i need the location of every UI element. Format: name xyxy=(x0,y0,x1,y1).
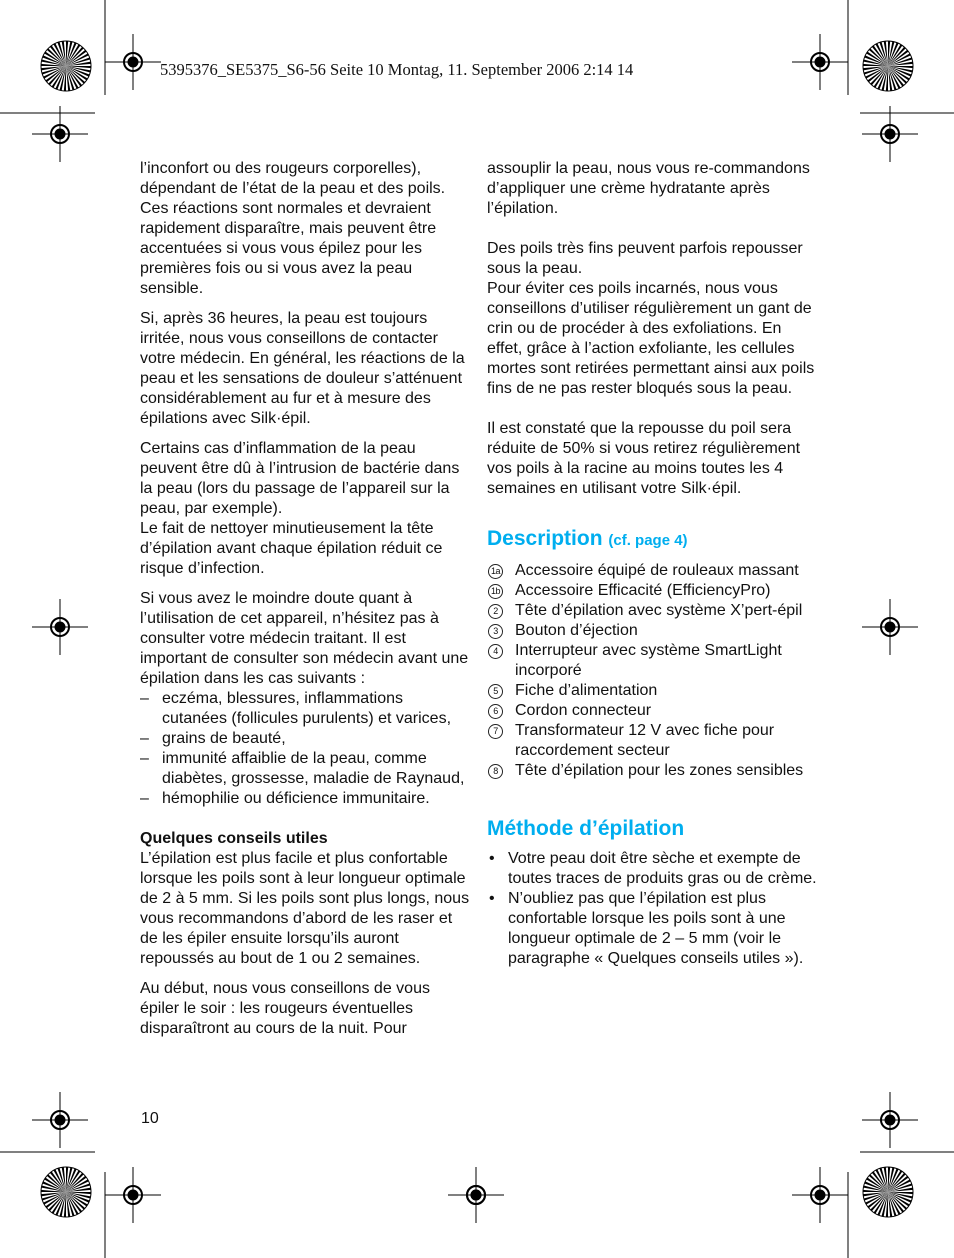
bullet-mark: • xyxy=(489,850,495,867)
item-number-badge: 2 xyxy=(488,604,503,619)
paragraph: L’épilation est plus facile et plus confortable lorsque les poils sont à leur longueur optimale de 2 à 5 mm. Si les poils sont plus longs, nous vous recommandons d’abord de les raser et de les épiler ensuite lorsqu’ils auront repoussés au bout de 1 ou 2 semaines. xyxy=(140,850,470,967)
list-item xyxy=(487,641,817,681)
list-item xyxy=(140,689,470,729)
list-item xyxy=(487,849,817,889)
list-item xyxy=(487,581,817,601)
dash-mark: – xyxy=(140,730,149,747)
registration-crosshair-icon xyxy=(862,106,918,162)
paragraph: l’inconfort ou des rougeurs corporelles), dépendant de l’état de la peau et des poils. Ces réactions sont normales et devraient rapidement disparaître, mais peuvent être accentuées si vous vous épilez pour les premières fois ou si vous avez la peau sensible. xyxy=(140,160,446,297)
registration-crosshair-icon xyxy=(105,1167,161,1223)
list-item-text: Tête d’épilation avec système X’pert-épil xyxy=(515,602,803,619)
item-number-badge: 1b xyxy=(488,584,503,599)
paragraph: Si vous avez le moindre doute quant à l’utilisation de cet appareil, n’hésitez pas à consulter votre médecin traitant. Il est important de consulter son médecin avant une épilation dans les cas suivants : xyxy=(140,590,469,687)
list-item-text: grains de beauté, xyxy=(162,730,286,747)
left-column xyxy=(140,159,470,1049)
list-item xyxy=(487,721,817,761)
method-list xyxy=(487,849,817,969)
paragraph: Des poils très fins peuvent parfois repousser sous la peau. xyxy=(487,240,803,277)
list-item-text: immunité affaiblie de la peau, comme diabètes, grossesse, maladie de Raynaud, xyxy=(162,750,465,787)
list-item-text: Tête d’épilation pour les zones sensibles xyxy=(515,762,804,779)
registration-crosshair-icon xyxy=(792,1167,848,1223)
list-item-text: Fiche d’alimentation xyxy=(515,682,658,699)
dash-mark: – xyxy=(140,690,149,707)
description-list xyxy=(487,561,817,781)
list-item-text: Votre peau doit être sèche et exempte de toutes traces de produits gras ou de crème. xyxy=(508,850,817,887)
description-heading xyxy=(487,527,817,553)
print-job-header: 5395376_SE5375_S6-56 Seite 10 Montag, 11. September 2006 2:14 14 xyxy=(160,60,634,79)
registration-crosshair-icon xyxy=(32,599,88,655)
item-number-badge: 1a xyxy=(488,564,503,579)
registration-crosshair-icon xyxy=(792,34,848,90)
paragraph: Si, après 36 heures, la peau est toujours irritée, nous vous conseillons de contacter votre médecin. En général, les réactions de la peau et les sensations de douleur s’atténuent considérablement au fur et à mesure des épilations avec Silk·épil. xyxy=(140,310,465,427)
list-item xyxy=(487,701,817,721)
list-item-text: N’oubliez pas que l’épilation est plus confortable lorsque les poils sont à une longueur optimale de 2 – 5 mm (voir le paragraphe « Quelques conseils utiles »). xyxy=(508,890,804,967)
paragraph: assouplir la peau, nous vous re-commandons d’appliquer une crème hydratante après l’épilation. xyxy=(487,160,810,217)
item-number-badge: 7 xyxy=(488,724,503,739)
paragraph: Le fait de nettoyer minutieusement la tête d’épilation avant chaque épilation réduit ce risque d’infection. xyxy=(140,520,443,577)
list-item xyxy=(140,729,470,749)
list-item xyxy=(487,621,817,641)
method-heading: Méthode d’épilation xyxy=(487,817,685,840)
list-item xyxy=(487,761,817,781)
registration-crosshair-icon xyxy=(105,34,161,90)
bullet-mark: • xyxy=(489,890,495,907)
page-reference: (cf. page 4) xyxy=(608,532,688,549)
dash-mark: – xyxy=(140,750,149,767)
list-item xyxy=(140,789,470,809)
item-number-badge: 6 xyxy=(488,704,503,719)
list-item-text: Accessoire équipé de rouleaux massant xyxy=(515,562,799,579)
dash-mark: – xyxy=(140,790,149,807)
list-item-text: hémophilie ou déficience immunitaire. xyxy=(162,790,430,807)
list-item xyxy=(140,749,470,789)
item-number-badge: 5 xyxy=(488,684,503,699)
paragraph: Au début, nous vous conseillons de vous épiler le soir : les rougeurs éventuelles disparaîtront au cours de la nuit. Pour xyxy=(140,980,430,1037)
paragraph: Pour éviter ces poils incarnés, nous vous conseillons d’utiliser régulièrement un gant de crin ou de procéder à des exfoliations. En effet, grâce à l’action exfoliante, les cellules mortes sont retirées permettant ainsi aux poils fins de ne pas rester bloqués sous la peau. xyxy=(487,280,815,397)
right-column xyxy=(487,159,817,969)
list-item xyxy=(487,889,817,969)
registration-crosshair-icon xyxy=(862,1092,918,1148)
list-item-text: Transformateur 12 V avec fiche pour raccordement secteur xyxy=(515,722,775,759)
page-number: 10 xyxy=(141,1110,159,1127)
registration-starburst-icon xyxy=(41,41,91,91)
registration-crosshair-icon xyxy=(448,1167,504,1223)
registration-starburst-icon xyxy=(41,1167,91,1217)
list-item-text: Bouton d’éjection xyxy=(515,622,638,639)
paragraph: Certains cas d’inflammation de la peau peuvent être dû à l’intrusion de bactérie dans la peau (lors du passage de l’appareil sur la peau, par exemple). xyxy=(140,440,460,517)
list-item-text: Interrupteur avec système SmartLight incorporé xyxy=(515,642,782,679)
item-number-badge: 8 xyxy=(488,764,503,779)
item-number-badge: 3 xyxy=(488,624,503,639)
item-number-badge: 4 xyxy=(488,644,503,659)
list-item xyxy=(487,681,817,701)
list-item-text: Accessoire Efficacité (EfficiencyPro) xyxy=(515,582,771,599)
registration-crosshair-icon xyxy=(862,599,918,655)
conditions-list xyxy=(140,689,470,809)
list-item-text: Cordon connecteur xyxy=(515,702,652,719)
subheading: Quelques conseils utiles xyxy=(140,830,328,847)
heading-text: Description xyxy=(487,527,603,550)
paragraph: Il est constaté que la repousse du poil sera réduite de 50% si vous retirez régulièrement vos poils à la racine au moins toutes les 4 semaines en utilisant votre Silk·épil. xyxy=(487,420,801,497)
registration-starburst-icon xyxy=(863,41,913,91)
list-item-text: eczéma, blessures, inflammations cutanées (follicules purulents) et varices, xyxy=(162,690,452,727)
list-item xyxy=(487,561,817,581)
registration-crosshair-icon xyxy=(32,106,88,162)
list-item xyxy=(487,601,817,621)
registration-starburst-icon xyxy=(863,1167,913,1217)
registration-crosshair-icon xyxy=(32,1092,88,1148)
